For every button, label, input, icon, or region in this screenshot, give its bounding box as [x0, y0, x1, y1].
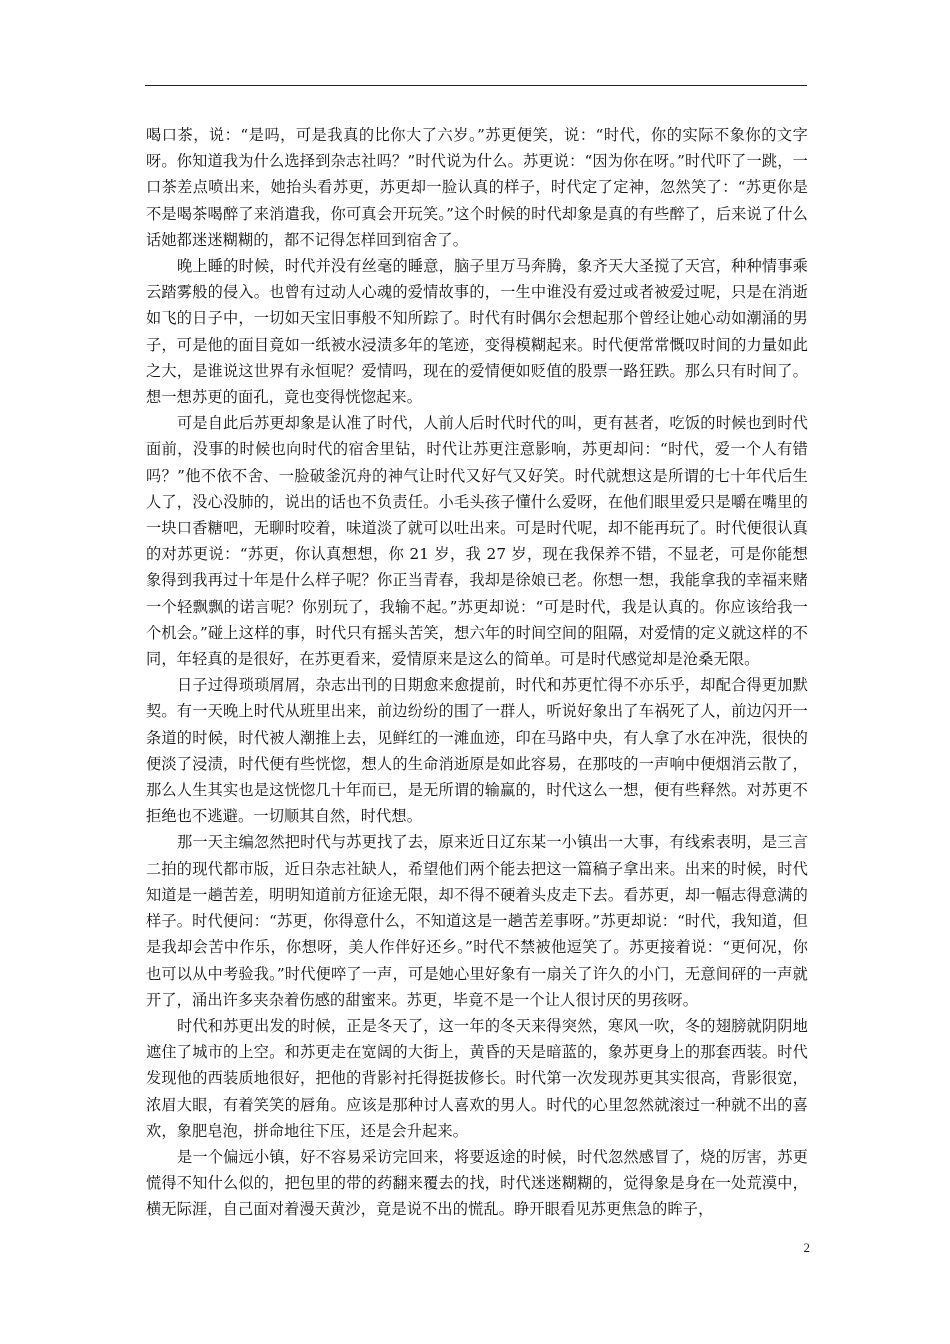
paragraph-1: 喝口茶，说：“是吗，可是我真的比你大了六岁。”苏更便笑，说：“时代，你的实际不象你的文字呀。你知道我为什么选择到杂志社吗？”时代说为什么。苏更说：“因为你在呀。”时代吓了一跳，一口茶差点喷出来，她抬头看苏更，苏更却一脸认真的样子，时代定了定神，忽然笑了：“苏更你是不是喝茶喝醉了来消遣我，你可真会开玩笑。”这个时候的时代却象是真的有些醉了，后来说了什么话她都迷迷糊糊的，都不记得怎样回到宿舍了。: [146, 126, 808, 249]
paragraph-5: 那一天主编忽然把时代与苏更找了去，原来近日辽东某一小镇出一大事，有线索表明，是三言二拍的现代都市版，近日杂志社缺人，希望他们两个能去把这一篇稿子拿出来。出来的时候，时代知道是一趟苦差，明明知道前方征途无限，却不得不硬着头皮走下去。看苏更，却一幅志得意满的样子。时代便问：“苏更，你得意什么，不知道这是一趟苦差事呀。”苏更却说：“时代，我知道，但是我却会苦中作乐，你想呀，美人作伴好还乡。”时代不禁被他逗笑了。苏更接着说：“更何况，你也可以从中考验我。”时代便啐了一声，可是她心里好象有一扇关了许久的小门，无意间砰的一声就开了，涌出许多夹杂着伤感的甜蜜来。苏更，毕竟不是一个让人很讨厌的男孩呀。: [146, 833, 808, 1009]
page-number: 2: [803, 1240, 810, 1255]
paragraph-4: 日子过得琐琐屑屑，杂志出刊的日期愈来愈提前，时代和苏更忙得不亦乐乎，却配合得更加默契。有一天晚上时代从班里出来，前边纷纷的围了一群人，听说好象出了车祸死了人，前边闪开一条道的时候，时代被人潮推上去，见鲜红的一滩血迹，印在马路中央，有人拿了水在冲洗，很快的便淡了浸渍，时代便有些恍惚，想人的生命消逝原是如此容易，在那吱的一声响中便烟消云散了，那么人生其实也是这恍惚几十年而已，是无所谓的输赢的，时代这么一想，便有些释然。对苏更不拒绝也不逃避。一切顺其自然，时代想。: [146, 676, 808, 826]
paragraph-3: 可是自此后苏更却象是认准了时代，人前人后时代时代的叫，更有甚者，吃饭的时候也到时代面前，没事的时候也向时代的宿舍里钻，时代让苏更注意影响，苏更却问：“时代，爱一个人有错吗？”他不依不舍、一脸破釜沉舟的神气让时代又好气又好笑。时代就想这是所谓的七十年代后生人了，没心没肺的，说出的话也不负责任。小毛头孩子懂什么爱呀，在他们眼里爱只是嚼在嘴里的一块口香糖吧，无聊时咬着，味道淡了就可以吐出来。可是时代呢，却不能再玩了。时代便很认真的对苏更说：“苏更，你认真想想，你 21 岁，我 27 岁，现在我保养不错，不显老，可是你能想象得到我再过十年是什么样子呢？你正当青春，我却是徐娘已老。你想一想，我能拿我的幸福来赌一个轻飘飘的诺言呢？你别玩了，我输不起。”苏更却说：“可是时代，我是认真的。你应该给我一个机会。”碰上这样的事，时代只有摇头苦笑，想六年的时间空间的阻隔，对爱情的定义就这样的不同，年轻真的是很好，在苏更看来，爱情原来是这么的简单。可是时代感觉却是沧桑无限。: [146, 414, 808, 669]
header-rule: [145, 85, 807, 86]
paragraph-7: 是一个偏远小镇，好不容易采访完回来，将要返途的时候，时代忽然感冒了，烧的厉害，苏更慌得不知什么似的，把包里的带的药翻来覆去的找，时代迷迷糊糊的，觉得象是身在一处荒漠中，横无际涯，自己面对着漫天黄沙，竟是说不出的慌乱。睁开眼看见苏更焦急的眸子，: [146, 1147, 808, 1219]
paragraph-2: 晚上睡的时候，时代并没有丝毫的睡意，脑子里万马奔腾，象齐天大圣搅了天宫，种种情事乘云踏雾般的侵入。也曾有过动人心魂的爱情故事的，一生中谁没有爱过或者被爱过呢，只是在消逝如飞的日子中，一切如天宝旧事般不知所踪了。时代有时偶尔会想起那个曾经让她心动如潮涌的男子，可是他的面目竟如一纸被水浸渍多年的笔迹，变得模糊起来。时代便常常慨叹时间的力量如此之大，是谁说这世界有永恒呢？爱情吗，现在的爱情便如贬值的股票一路狂跌。那么只有时间了。想一想苏更的面孔，竟也变得恍惚起来。: [146, 257, 808, 407]
body-text: [146, 122, 808, 1223]
paragraph-6: 时代和苏更出发的时候，正是冬天了，这一年的冬天来得突然，寒风一吹，冬的翅膀就阴阴地遮住了城市的上空。和苏更走在宽阔的大街上，黄昏的天是暗蓝的，象苏更身上的那套西装。时代发现他的西装质地很好，把他的背影衬托得挺拔修长。时代第一次发现苏更其实很高，背影很宽，浓眉大眼，有着笑笑的唇角。应该是那种讨人喜欢的男人。时代的心里忽然就滚过一种就不出的喜欢，象肥皂泡，拼命地往下压，还是会升起来。: [146, 1016, 808, 1140]
